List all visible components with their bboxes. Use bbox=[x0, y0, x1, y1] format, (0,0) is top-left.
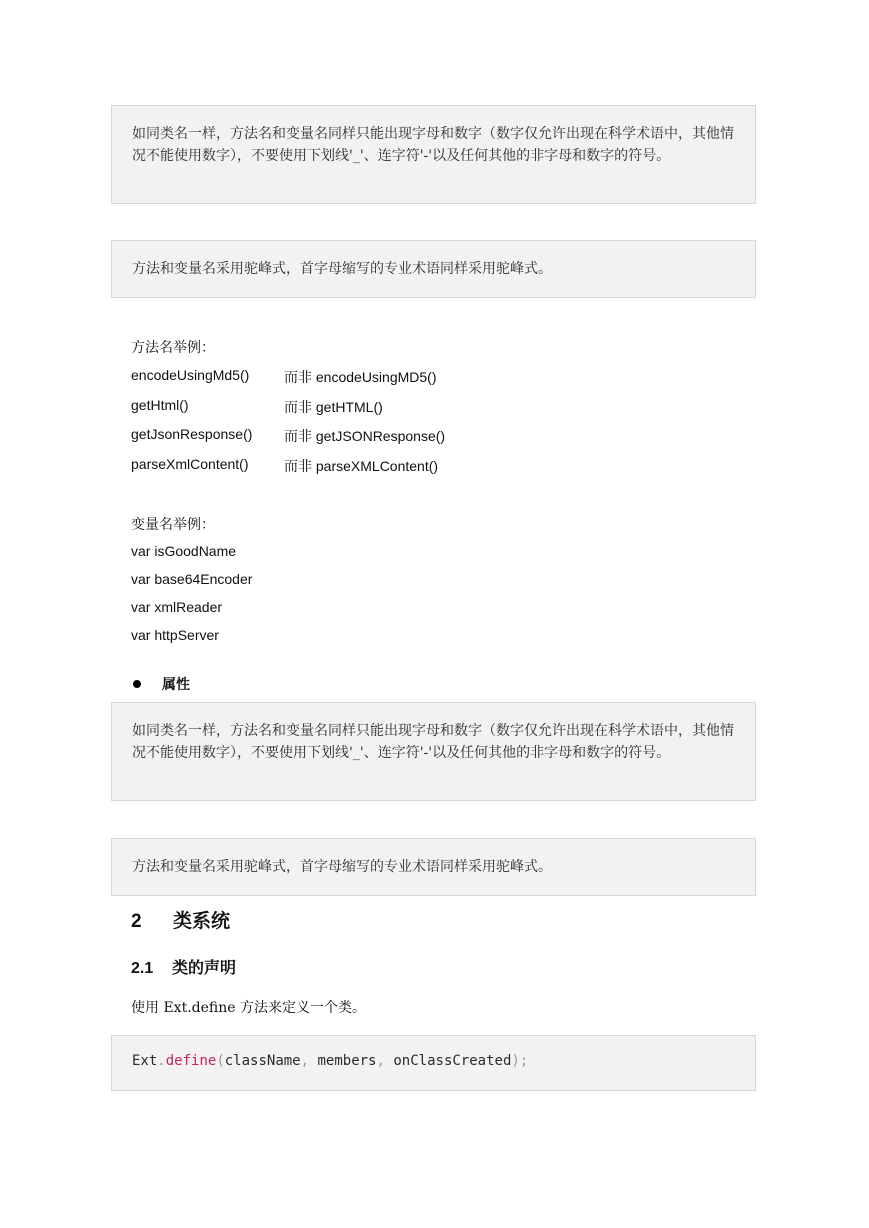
code-punct: . bbox=[157, 1053, 166, 1069]
code-arg: className bbox=[224, 1053, 301, 1069]
note-text: 如同类名一样，方法名和变量名同样只能出现字母和数字（数字仅允许出现在科学术语中，其他情况不能使用数字），不要使用下划线'_'、连字符'-'以及任何其他的非字母和数字的符号。 bbox=[132, 723, 734, 761]
section-number: 2 bbox=[131, 911, 142, 932]
method-example-bad: 而非 getJSONResponse() bbox=[284, 428, 446, 444]
variable-example: var httpServer bbox=[131, 627, 219, 643]
code-arg: onClassCreated bbox=[393, 1053, 512, 1069]
code-arg: members bbox=[317, 1053, 377, 1069]
note-box-3 bbox=[111, 702, 756, 801]
note-box-4 bbox=[111, 838, 756, 896]
method-example-good: encodeUsingMd5() bbox=[131, 367, 250, 383]
code-punct: ); bbox=[511, 1053, 529, 1069]
subsection-heading bbox=[131, 955, 236, 978]
note-text: 方法和变量名采用驼峰式，首字母缩写的专业术语同样采用驼峰式。 bbox=[132, 261, 552, 277]
bullet-icon bbox=[133, 680, 141, 688]
subsection-title: 类的声明 bbox=[172, 960, 237, 977]
code-punct: ( bbox=[216, 1053, 225, 1069]
section-title: 类系统 bbox=[173, 911, 231, 932]
method-example-bad: 而非 getHTML() bbox=[284, 399, 383, 415]
method-example-bad: 而非 encodeUsingMD5() bbox=[284, 369, 437, 385]
variable-example: var isGoodName bbox=[131, 543, 237, 559]
variable-examples-heading: 变量名举例： bbox=[131, 517, 215, 533]
method-example-good: getHtml() bbox=[131, 397, 189, 413]
intro-paragraph: 使用 Ext.define 方法来定义一个类。 bbox=[131, 1000, 366, 1016]
bullet-label: 属性 bbox=[162, 676, 190, 692]
method-examples-heading: 方法名举例： bbox=[131, 340, 215, 356]
note-box-1 bbox=[111, 105, 756, 204]
code-block bbox=[111, 1035, 756, 1091]
note-text: 如同类名一样，方法名和变量名同样只能出现字母和数字（数字仅允许出现在科学术语中，其他情况不能使用数字），不要使用下划线'_'、连字符'-'以及任何其他的非字母和数字的符号。 bbox=[132, 126, 734, 164]
method-example-good: getJsonResponse() bbox=[131, 426, 253, 442]
code-method: define bbox=[165, 1053, 217, 1069]
code-punct: , bbox=[376, 1053, 385, 1069]
method-example-good: parseXmlContent() bbox=[131, 456, 249, 472]
variable-example: var xmlReader bbox=[131, 599, 223, 615]
code-punct: , bbox=[300, 1053, 310, 1069]
section-heading bbox=[131, 906, 230, 933]
note-box-2 bbox=[111, 240, 756, 298]
variable-example: var base64Encoder bbox=[131, 571, 253, 587]
note-text: 方法和变量名采用驼峰式，首字母缩写的专业术语同样采用驼峰式。 bbox=[132, 859, 552, 875]
code-object: Ext bbox=[132, 1053, 158, 1069]
method-example-bad: 而非 parseXMLContent() bbox=[284, 458, 439, 474]
subsection-number: 2.1 bbox=[131, 960, 154, 977]
